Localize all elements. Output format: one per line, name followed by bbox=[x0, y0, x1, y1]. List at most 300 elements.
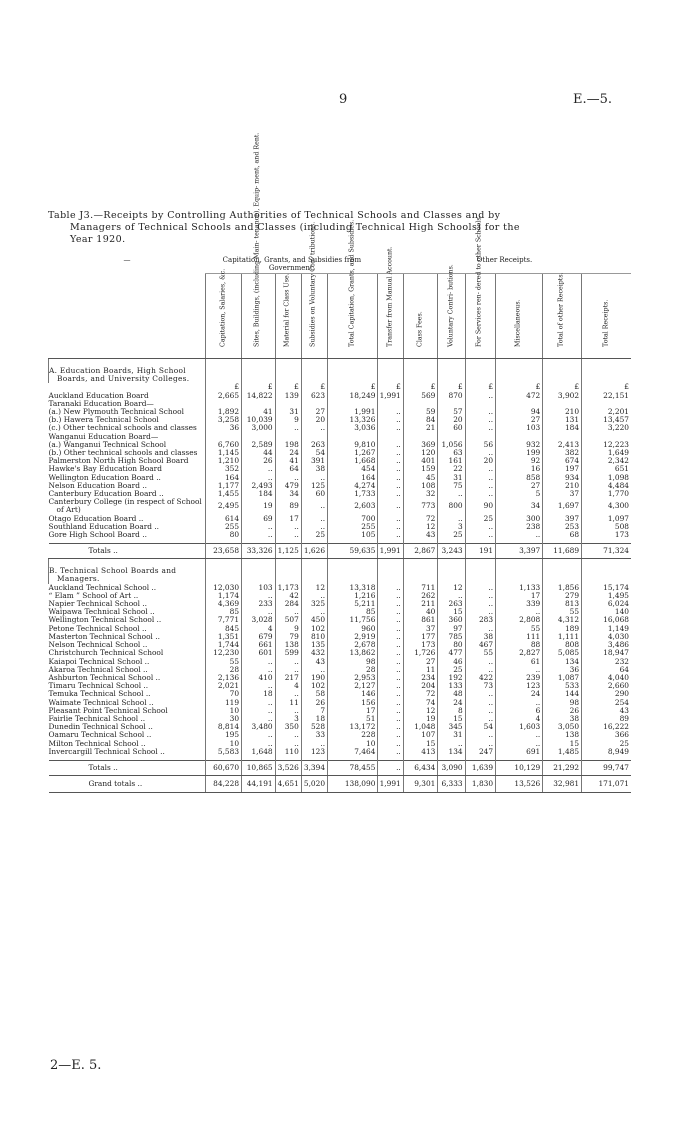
table-cell: .. bbox=[378, 608, 403, 616]
table-cell: 25 bbox=[438, 531, 465, 539]
table-cell: 85 bbox=[206, 608, 242, 616]
table-cell: .. bbox=[301, 592, 327, 600]
table-cell: 189 bbox=[543, 625, 582, 633]
table-cell: 472 bbox=[496, 392, 543, 400]
table-cell: .. bbox=[301, 498, 327, 514]
table-cell: 8,814 bbox=[206, 723, 242, 731]
row-label: (b.) Other technical schools and classes bbox=[48, 448, 198, 458]
table-cell: .. bbox=[438, 490, 465, 498]
table-cell: .. bbox=[275, 690, 301, 698]
table-cell: 4,040 bbox=[582, 674, 631, 682]
table-cell: .. bbox=[242, 707, 276, 715]
column-header-label: Total Receipts. bbox=[602, 299, 610, 348]
table-cell: 2,127 bbox=[328, 682, 378, 690]
table-cell: 27 bbox=[496, 416, 543, 424]
table-cell: 46 bbox=[438, 658, 465, 666]
table-cell: .. bbox=[378, 515, 403, 523]
table-cell: 1,495 bbox=[582, 592, 631, 600]
table-cell: 64 bbox=[582, 666, 631, 674]
table-cell: .. bbox=[465, 424, 495, 432]
table-cell: .. bbox=[378, 523, 403, 531]
table-cell: 1,639 bbox=[465, 760, 495, 775]
table-cell: 300 bbox=[496, 515, 543, 523]
table-cell: 13,172 bbox=[328, 723, 378, 731]
table-cell: 661 bbox=[242, 641, 276, 649]
title-line-3: Year 1920. bbox=[70, 234, 126, 245]
table-cell: .. bbox=[378, 649, 403, 657]
table-cell: 38 bbox=[465, 633, 495, 641]
table-cell: 107 bbox=[403, 731, 438, 739]
table-cell: .. bbox=[242, 608, 276, 616]
table-cell: .. bbox=[378, 633, 403, 641]
row-label: Petone Technical School .. bbox=[48, 623, 147, 633]
table-cell: 10 bbox=[206, 740, 242, 748]
table-cell: 254 bbox=[582, 699, 631, 707]
table-cell: .. bbox=[378, 441, 403, 449]
table-cell: .. bbox=[496, 666, 543, 674]
table-cell: 4,312 bbox=[543, 616, 582, 624]
table-cell: 74 bbox=[403, 699, 438, 707]
table-cell: 4,369 bbox=[206, 600, 242, 608]
table-cell: .. bbox=[242, 531, 276, 539]
table-cell: 11 bbox=[275, 699, 301, 707]
table-cell: 1,991 bbox=[378, 544, 403, 559]
table-cell: .. bbox=[378, 465, 403, 473]
table-cell: 5,583 bbox=[206, 748, 242, 756]
table-cell: 125 bbox=[301, 482, 327, 490]
table-cell: .. bbox=[378, 584, 403, 592]
table-cell: 20 bbox=[301, 416, 327, 424]
table-cell: 60 bbox=[438, 424, 465, 432]
table-cell: 19 bbox=[242, 498, 276, 514]
table-cell: 13,318 bbox=[328, 584, 378, 592]
table-cell: 623 bbox=[301, 392, 327, 400]
table-row bbox=[49, 498, 632, 514]
row-label: Waipawa Technical School .. bbox=[48, 607, 155, 617]
currency-symbol: £ bbox=[301, 383, 327, 391]
totals-row bbox=[49, 760, 632, 775]
table-cell: 51 bbox=[328, 715, 378, 723]
table-cell: 102 bbox=[301, 682, 327, 690]
table-cell: 1,173 bbox=[275, 584, 301, 592]
table-cell: 350 bbox=[275, 723, 301, 731]
table-cell: 1,267 bbox=[328, 449, 378, 457]
group-header-government: Capitation, Grants, and Subsidies from Government. bbox=[206, 255, 378, 274]
table-cell: 26 bbox=[301, 699, 327, 707]
table-row bbox=[49, 748, 632, 756]
table-cell: .. bbox=[242, 715, 276, 723]
table-cell: .. bbox=[242, 740, 276, 748]
table-cell: 184 bbox=[242, 490, 276, 498]
table-cell: 5,211 bbox=[328, 600, 378, 608]
table-cell: 110 bbox=[275, 748, 301, 756]
table-cell: 199 bbox=[496, 449, 543, 457]
table-cell: 810 bbox=[301, 633, 327, 641]
table-cell: 135 bbox=[301, 641, 327, 649]
table-cell: 6 bbox=[496, 707, 543, 715]
table-cell: .. bbox=[275, 424, 301, 432]
table-cell: 450 bbox=[301, 616, 327, 624]
table-cell: 43 bbox=[403, 531, 438, 539]
table-cell: 134 bbox=[543, 658, 582, 666]
table-cell: .. bbox=[242, 731, 276, 739]
table-cell: 2,678 bbox=[328, 641, 378, 649]
table-cell: 88 bbox=[496, 641, 543, 649]
table-cell: 2,201 bbox=[582, 408, 631, 416]
table-cell: 808 bbox=[543, 641, 582, 649]
table-cell: 569 bbox=[403, 392, 438, 400]
table-cell: 144 bbox=[543, 690, 582, 698]
table-cell: 20 bbox=[465, 457, 495, 465]
table-cell: 30 bbox=[206, 715, 242, 723]
table-cell: 4,274 bbox=[328, 482, 378, 490]
table-cell: .. bbox=[275, 523, 301, 531]
table-cell: 1,351 bbox=[206, 633, 242, 641]
table-cell: 18,947 bbox=[582, 649, 631, 657]
table-cell: .. bbox=[275, 531, 301, 539]
table-cell: 171,071 bbox=[582, 775, 631, 792]
table-cell: 17 bbox=[275, 515, 301, 523]
table-cell: 507 bbox=[275, 616, 301, 624]
table-cell: 1,649 bbox=[582, 449, 631, 457]
table-cell: 55 bbox=[543, 608, 582, 616]
row-label: Canterbury Education Board .. bbox=[48, 489, 164, 499]
currency-symbol: £ bbox=[275, 383, 301, 391]
table-cell: 60 bbox=[301, 490, 327, 498]
table-cell: 800 bbox=[438, 498, 465, 514]
row-label: Milton Technical School .. bbox=[48, 738, 146, 748]
table-cell: 13,326 bbox=[328, 416, 378, 424]
table-cell: .. bbox=[465, 740, 495, 748]
row-label: Invercargill Technical School .. bbox=[48, 746, 165, 756]
table-cell: 2,495 bbox=[206, 498, 242, 514]
currency-symbol: £ bbox=[543, 383, 582, 391]
table-cell: .. bbox=[438, 592, 465, 600]
table-cell: 103 bbox=[242, 584, 276, 592]
table-cell: 397 bbox=[543, 515, 582, 523]
table-cell: .. bbox=[438, 740, 465, 748]
table-cell: 4,030 bbox=[582, 633, 631, 641]
table-cell: 37 bbox=[543, 490, 582, 498]
table-cell: 1,174 bbox=[206, 592, 242, 600]
table-cell: 54 bbox=[465, 723, 495, 731]
table-cell: 69 bbox=[242, 515, 276, 523]
table-cell: 1,216 bbox=[328, 592, 378, 600]
table-cell: .. bbox=[242, 658, 276, 666]
table-cell: 94 bbox=[496, 408, 543, 416]
table-cell: 711 bbox=[403, 584, 438, 592]
footer-signature: 2—E. 5. bbox=[50, 1058, 102, 1073]
table-cell: 3,090 bbox=[438, 760, 465, 775]
table-cell: 8 bbox=[438, 707, 465, 715]
table-body bbox=[49, 359, 632, 793]
column-header bbox=[403, 274, 438, 359]
row-label: Akaroa Technical School .. bbox=[48, 664, 148, 674]
table-cell: 48 bbox=[438, 690, 465, 698]
table-cell: 10,129 bbox=[496, 760, 543, 775]
table-cell: 33 bbox=[301, 731, 327, 739]
row-label: Southland Education Board .. bbox=[48, 521, 160, 531]
table-cell: 210 bbox=[543, 408, 582, 416]
table-cell: 25 bbox=[438, 666, 465, 674]
row-label: Gore High School Board .. bbox=[48, 530, 147, 540]
table-cell: 68 bbox=[543, 531, 582, 539]
table-cell: 34 bbox=[496, 498, 543, 514]
column-header bbox=[275, 274, 301, 359]
table-cell: 2,021 bbox=[206, 682, 242, 690]
table-cell: 22,151 bbox=[582, 392, 631, 400]
row-label: (b.) Hawera Technical School bbox=[48, 415, 159, 425]
table-cell: 284 bbox=[275, 600, 301, 608]
table-cell: 2,665 bbox=[206, 392, 242, 400]
table-cell: 97 bbox=[438, 625, 465, 633]
row-label: Kaiapoi Technical School .. bbox=[48, 656, 150, 666]
table-cell: 3,486 bbox=[582, 641, 631, 649]
table-cell: 45 bbox=[403, 474, 438, 482]
table-cell: 3,480 bbox=[242, 723, 276, 731]
table-cell: 6,024 bbox=[582, 600, 631, 608]
table-cell: 138 bbox=[543, 731, 582, 739]
table-cell: 1,991 bbox=[378, 775, 403, 792]
table-cell: 190 bbox=[301, 674, 327, 682]
table-cell: 12 bbox=[403, 707, 438, 715]
table-cell: 279 bbox=[543, 592, 582, 600]
table-cell: 10 bbox=[328, 740, 378, 748]
column-header bbox=[301, 221, 327, 359]
table-cell: .. bbox=[465, 416, 495, 424]
table-cell: 27 bbox=[496, 482, 543, 490]
table-cell: 80 bbox=[206, 531, 242, 539]
table-cell: 27 bbox=[301, 408, 327, 416]
table-cell: 108 bbox=[403, 482, 438, 490]
table-cell: 6,333 bbox=[438, 775, 465, 792]
table-cell: 1,726 bbox=[403, 649, 438, 657]
table-cell: .. bbox=[378, 482, 403, 490]
table-cell: 366 bbox=[582, 731, 631, 739]
table-cell: .. bbox=[242, 592, 276, 600]
table-cell: .. bbox=[378, 748, 403, 756]
currency-symbol: £ bbox=[582, 383, 631, 391]
table-cell: 63 bbox=[438, 449, 465, 457]
column-header bbox=[328, 219, 378, 359]
table-cell: 32,981 bbox=[543, 775, 582, 792]
table-cell: .. bbox=[301, 515, 327, 523]
table-cell: 10 bbox=[206, 707, 242, 715]
table-cell: 1,770 bbox=[582, 490, 631, 498]
table-cell: 7 bbox=[301, 707, 327, 715]
table-cell: 1,133 bbox=[496, 584, 543, 592]
table-cell: 1,744 bbox=[206, 641, 242, 649]
table-cell: 59 bbox=[403, 408, 438, 416]
table-cell: .. bbox=[378, 457, 403, 465]
table-cell: 253 bbox=[543, 523, 582, 531]
table-cell: 21 bbox=[403, 424, 438, 432]
table-cell: .. bbox=[378, 490, 403, 498]
table-cell: 10,865 bbox=[242, 760, 276, 775]
table-cell: 98 bbox=[543, 699, 582, 707]
table-cell: .. bbox=[275, 731, 301, 739]
table-cell: .. bbox=[275, 474, 301, 482]
table-cell: 4 bbox=[242, 625, 276, 633]
column-header bbox=[438, 264, 465, 359]
table-cell: 9,810 bbox=[328, 441, 378, 449]
table-cell: .. bbox=[465, 465, 495, 473]
table-cell: 1,056 bbox=[438, 441, 465, 449]
table-cell: 17 bbox=[496, 592, 543, 600]
row-label: Wanganui Education Board— bbox=[48, 431, 159, 441]
table-cell: 2,589 bbox=[242, 441, 276, 449]
table-cell: 4,651 bbox=[275, 775, 301, 792]
table-cell: 55 bbox=[496, 625, 543, 633]
table-cell: 1,125 bbox=[275, 544, 301, 559]
row-label: Totals .. bbox=[49, 760, 206, 775]
table-cell: 391 bbox=[301, 457, 327, 465]
table-cell: 102 bbox=[301, 625, 327, 633]
table-cell: 2,953 bbox=[328, 674, 378, 682]
table-cell: 164 bbox=[328, 474, 378, 482]
row-label: “ Elam ” School of Art .. bbox=[48, 590, 139, 600]
table-cell: .. bbox=[465, 658, 495, 666]
table-cell: 413 bbox=[403, 748, 438, 756]
table-cell: .. bbox=[465, 392, 495, 400]
table-cell: 477 bbox=[438, 649, 465, 657]
table-cell: 55 bbox=[206, 658, 242, 666]
table-cell: .. bbox=[378, 531, 403, 539]
table-cell: 1,603 bbox=[496, 723, 543, 731]
table-cell: 43 bbox=[582, 707, 631, 715]
table-cell: .. bbox=[465, 482, 495, 490]
row-label: Grand totals .. bbox=[49, 775, 206, 792]
table-cell: 12 bbox=[301, 584, 327, 592]
table-cell: 184 bbox=[543, 424, 582, 432]
table-cell: 84 bbox=[403, 416, 438, 424]
table-cell: 24 bbox=[438, 699, 465, 707]
table-cell: 217 bbox=[275, 674, 301, 682]
currency-symbol: £ bbox=[206, 383, 242, 391]
table-cell: 858 bbox=[496, 474, 543, 482]
table-cell: 247 bbox=[465, 748, 495, 756]
table-cell: 3,902 bbox=[543, 392, 582, 400]
column-header-label: Total of other Receipts. bbox=[557, 272, 565, 348]
table-cell: 20 bbox=[438, 416, 465, 424]
table-cell: 55 bbox=[465, 649, 495, 657]
table-cell: 18 bbox=[242, 690, 276, 698]
table-cell: 195 bbox=[206, 731, 242, 739]
table-cell: 156 bbox=[328, 699, 378, 707]
table-cell: .. bbox=[378, 592, 403, 600]
column-header-label: Transfer from Manual Account. bbox=[386, 246, 394, 348]
table-cell: .. bbox=[275, 658, 301, 666]
section-heading: A. Education Boards, High School Boards, and University Colleges. bbox=[49, 359, 206, 384]
row-label: Christchurch Technical School bbox=[48, 648, 164, 658]
table-cell: 533 bbox=[543, 682, 582, 690]
table-cell: 204 bbox=[403, 682, 438, 690]
table-cell: 2,603 bbox=[328, 498, 378, 514]
table-cell: 2,493 bbox=[242, 482, 276, 490]
table-cell: .. bbox=[465, 600, 495, 608]
table-cell: .. bbox=[275, 740, 301, 748]
table-cell: .. bbox=[496, 740, 543, 748]
table-cell: 11,756 bbox=[328, 616, 378, 624]
table-cell: 19 bbox=[403, 715, 438, 723]
table-cell: 3,397 bbox=[496, 544, 543, 559]
column-header bbox=[543, 274, 582, 359]
currency-symbol: £ bbox=[496, 383, 543, 391]
table-cell: .. bbox=[465, 523, 495, 531]
table-cell: .. bbox=[465, 699, 495, 707]
table-cell: 4,484 bbox=[582, 482, 631, 490]
table-cell: 12,223 bbox=[582, 441, 631, 449]
table-cell: 123 bbox=[496, 682, 543, 690]
table-cell: 1,668 bbox=[328, 457, 378, 465]
table-cell: 43 bbox=[301, 658, 327, 666]
table-cell: .. bbox=[465, 584, 495, 592]
table-cell: 61 bbox=[496, 658, 543, 666]
currency-symbol: £ bbox=[438, 383, 465, 391]
currency-symbol: £ bbox=[403, 383, 438, 391]
table-cell: 601 bbox=[242, 649, 276, 657]
table-cell: .. bbox=[378, 449, 403, 457]
table-cell: 134 bbox=[438, 748, 465, 756]
table-cell: .. bbox=[465, 592, 495, 600]
table-cell: 119 bbox=[206, 699, 242, 707]
row-label: (a.) Wanganui Technical School bbox=[48, 439, 167, 449]
table-cell: 1,111 bbox=[543, 633, 582, 641]
table-cell: .. bbox=[378, 498, 403, 514]
table-cell: 159 bbox=[403, 465, 438, 473]
table-cell: 3,258 bbox=[206, 416, 242, 424]
table-cell: 3,526 bbox=[275, 760, 301, 775]
table-cell: 870 bbox=[438, 392, 465, 400]
column-header-label: Sites, Buildings, (including Main- tenance), Equip- ment, and Rent. bbox=[253, 132, 261, 348]
table-cell: 15 bbox=[438, 608, 465, 616]
table-cell: 44 bbox=[242, 449, 276, 457]
table-cell: 1,149 bbox=[582, 625, 631, 633]
table-cell: 679 bbox=[242, 633, 276, 641]
table-cell: .. bbox=[465, 490, 495, 498]
title-line-2: Managers of Technical Schools and Classes (including Technical High Schools) for the bbox=[70, 222, 520, 233]
table-cell: 813 bbox=[543, 600, 582, 608]
table-cell: 290 bbox=[582, 690, 631, 698]
column-header bbox=[465, 215, 495, 359]
table-cell: 263 bbox=[301, 441, 327, 449]
table-cell: 9 bbox=[275, 416, 301, 424]
table-cell: 37 bbox=[403, 625, 438, 633]
table-cell: 31 bbox=[438, 731, 465, 739]
table-cell: .. bbox=[242, 474, 276, 482]
table-cell: .. bbox=[378, 625, 403, 633]
table-cell: 263 bbox=[438, 600, 465, 608]
section-heading-row bbox=[49, 559, 632, 584]
table-cell: 191 bbox=[465, 544, 495, 559]
table-cell: .. bbox=[465, 449, 495, 457]
table-cell: 12,030 bbox=[206, 584, 242, 592]
table-cell: 64 bbox=[275, 465, 301, 473]
table-cell: 4 bbox=[496, 715, 543, 723]
table-cell: 1,485 bbox=[543, 748, 582, 756]
table-cell: .. bbox=[496, 731, 543, 739]
table-cell: 10,039 bbox=[242, 416, 276, 424]
table-cell: 28 bbox=[206, 666, 242, 674]
table-cell: .. bbox=[378, 690, 403, 698]
table-cell: 40 bbox=[403, 608, 438, 616]
row-label: Waimate Technical School .. bbox=[48, 697, 154, 707]
table-cell: 1,856 bbox=[543, 584, 582, 592]
table-cell: .. bbox=[496, 608, 543, 616]
table-cell: 238 bbox=[496, 523, 543, 531]
table-cell: 138,090 bbox=[328, 775, 378, 792]
table-cell: 2,413 bbox=[543, 441, 582, 449]
